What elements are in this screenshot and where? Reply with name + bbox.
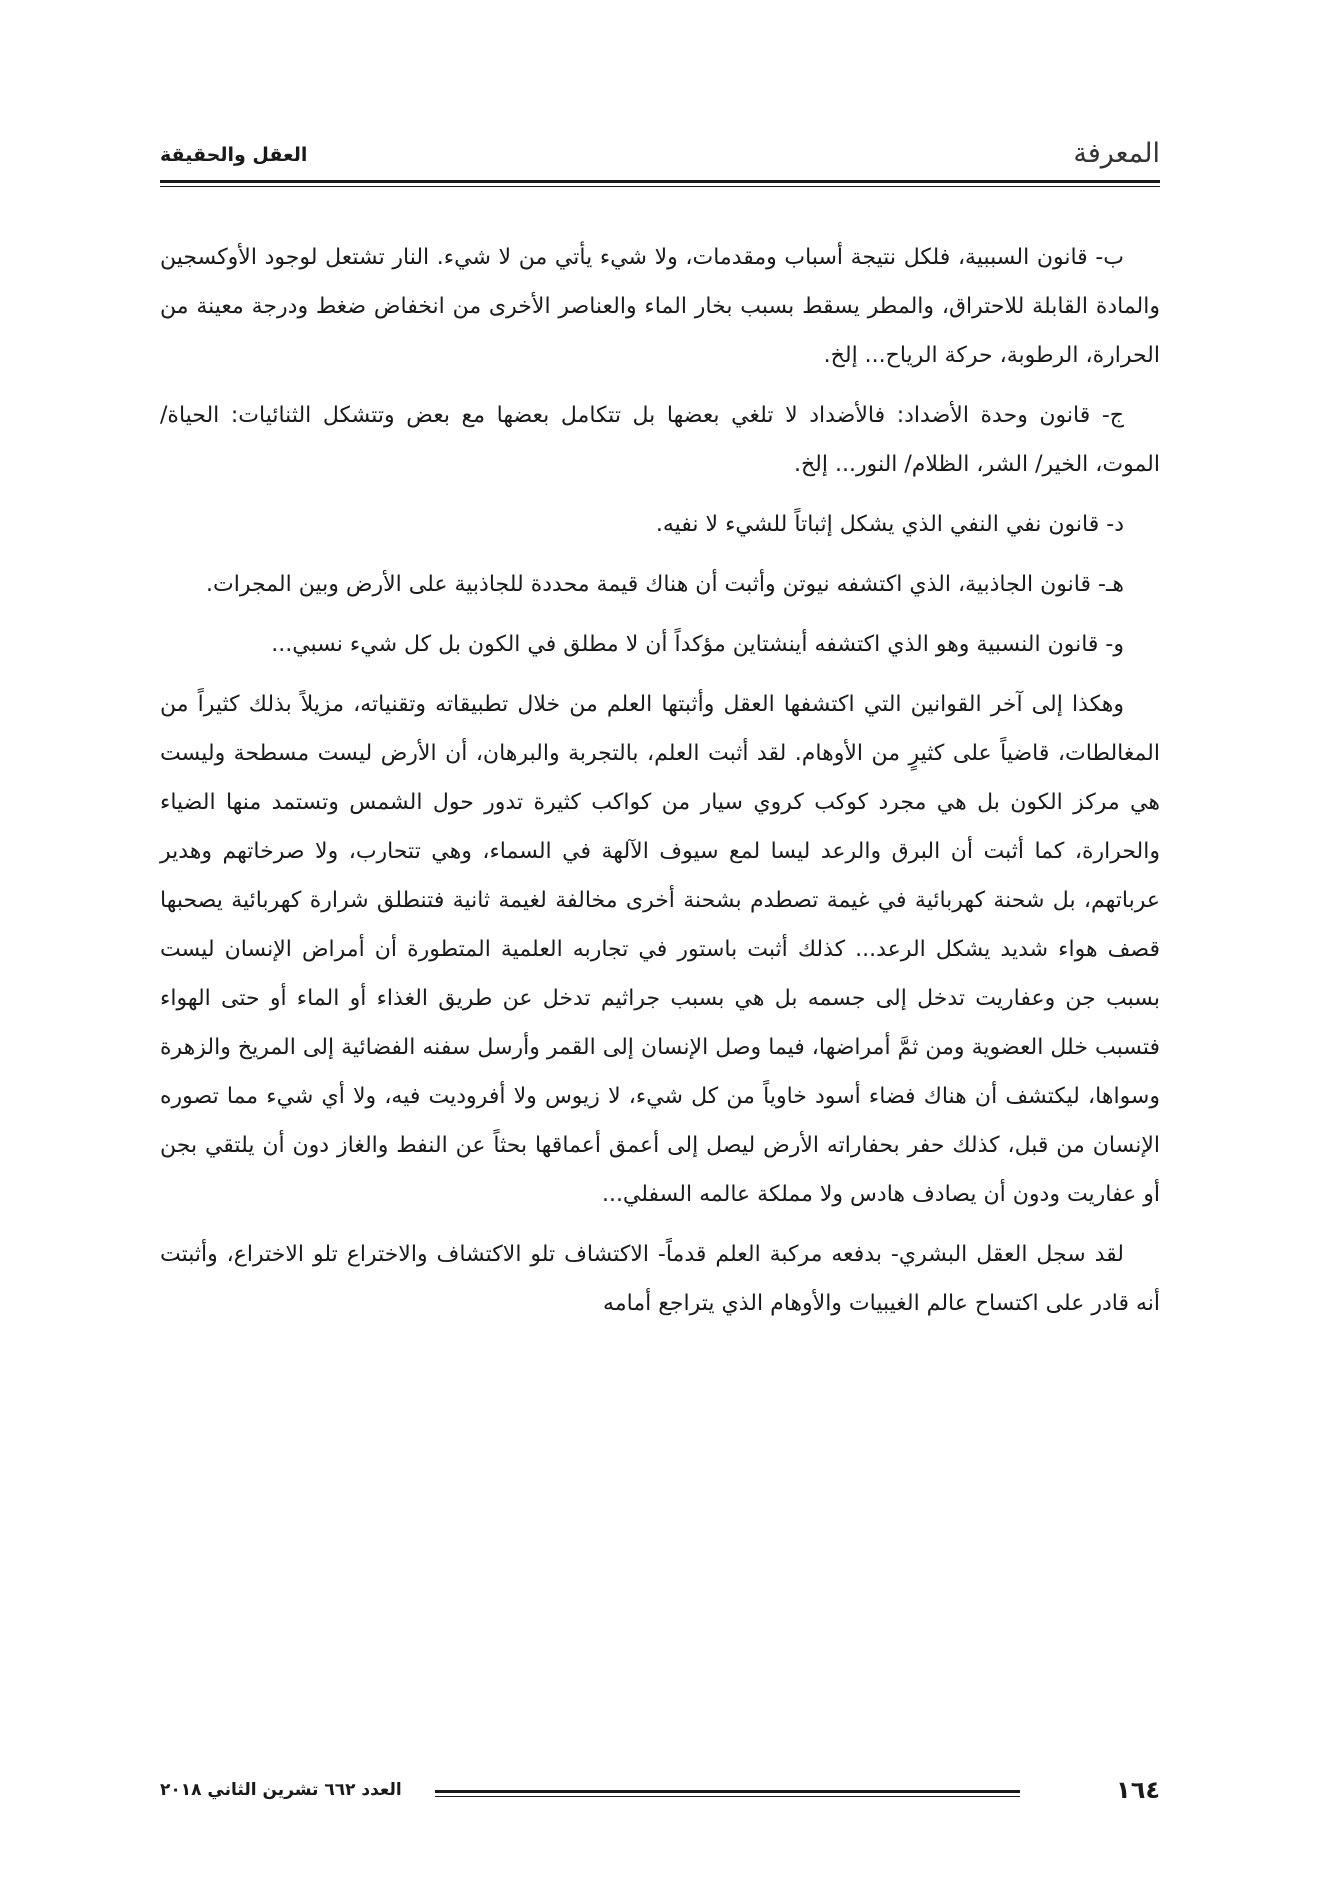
footer-rule-thick — [435, 1790, 1020, 1793]
page-footer — [160, 1778, 1160, 1808]
paragraph-law-causality: ب- قانون السببية، فلكل نتيجة أسباب ومقدمات، ولا شيء يأتي من لا شيء. النار تشتعل لوجود الأوكسجين والمادة القابلة للاحتراق، والمطر يسقط بسبب بخار الماء والعناصر الأخرى من انخفاض ضغط ودرجة معينة من الحرارة، الرطوبة، حركة الرياح... إلخ. — [160, 245, 1160, 368]
journal-logo: المعرفة — [1073, 138, 1160, 169]
paragraph-science-achievements: وهكذا إلى آخر القوانين التي اكتشفها العقل وأثبتها العلم من خلال تطبيقاته وتقنياته، مزيلاً بذلك كثيراً من المغالطات، قاضياً على كثيرٍ من الأوهام. لقد أثبت العلم، بالتجربة والبرهان، أن الأرض ليست مسطحة وليست هي مركز الكون بل هي مجرد كوكب كروي سيار من كواكب كثيرة تدور حول الشمس وتستمد منها الضياء والحرارة، كما أثبت أن البرق والرعد ليسا لمع سيوف الآلهة في السماء، وهي تتحارب، ولا صرخاتهم وهدير عرباتهم، بل شحنة كهربائية في غيمة تصطدم بشحنة أخرى مخالفة لغيمة ثانية فتنطلق شرارة كهربائية يصحبها قصف هواء شديد يشكل الرعد... كذلك أثبت باستور في تجاربه العلمية المتطورة أن أمراض الإنسان ليست بسبب جن وعفاريت تدخل إلى جسمه بل هي بسبب جراثيم تدخل عن طريق الغذاء أو الماء أو حتى الهواء فتسبب خلل العضوية ومن ثمَّ أمراضها، فيما وصل الإنسان إلى القمر وأرسل سفنه الفضائية إلى المريخ والزهرة وسواها، ليكتشف أن هناك فضاء أسود خاوياً من كل شيء، لا زيوس ولا أفروديت فيه، ولا أي شيء مما تصوره الإنسان من قبل، كذلك حفر بحفاراته الأرض ليصل إلى أعمق أعماقها بحثاً عن النفط والغاز دون أن يلتقي بجن أو عفاريت ودون أن يصادف هادس ولا مملكة عالمه السفلي... — [160, 692, 1160, 1207]
paragraph-law-unity-of-opposites: ج- قانون وحدة الأضداد: فالأضداد لا تلغي بعضها بل تتكامل بعضها مع بعض وتتشكل الثنائيات: الحياة/ الموت، الخير/ الشر، الظلام/ النور... إلخ. — [160, 403, 1160, 477]
header-rule-thin — [160, 186, 1160, 187]
issue-info: العدد ٦٦٢ تشرين الثاني ٢٠١٨ — [160, 1780, 402, 1800]
paragraph-law-relativity: و- قانون النسبية وهو الذي اكتشفه أينشتاين مؤكداً أن لا مطلق في الكون بل كل شيء نسبي... — [271, 632, 1124, 657]
paragraph-human-mind: لقد سجل العقل البشري- بدفعه مركبة العلم قدماً- الاكتشاف تلو الاكتشاف والاختراع تلو الاختراع، وأثبتت أنه قادر على اكتساح عالم الغيبيات والأوهام الذي يتراجع أمامه — [160, 1242, 1160, 1316]
page-number: ١٦٤ — [1116, 1776, 1160, 1804]
article-body — [160, 233, 1160, 1339]
footer-rule-thin — [435, 1796, 1020, 1797]
article-title: العقل والحقيقة — [160, 144, 308, 166]
paragraph-law-negation: د- قانون نفي النفي الذي يشكل إثباتاً للشيء لا نفيه. — [655, 512, 1124, 537]
header-rule-thick — [160, 180, 1160, 183]
paragraph-law-gravity: هـ- قانون الجاذبية، الذي اكتشفه نيوتن وأثبت أن هناك قيمة محددة للجاذبية على الأرض وبين المجرات. — [206, 572, 1124, 597]
